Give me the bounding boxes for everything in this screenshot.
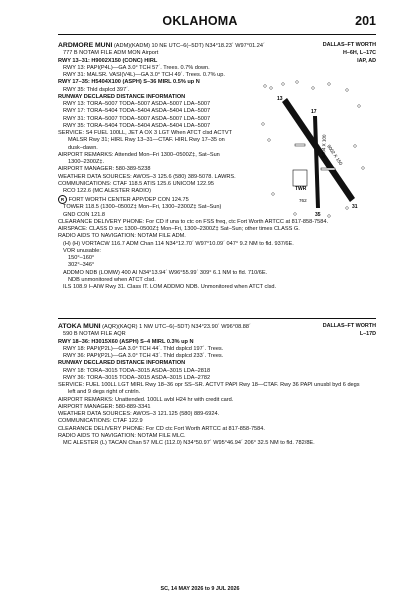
tree-icon xyxy=(346,89,349,92)
ardmore-service-3: dusk–dawn. xyxy=(68,144,98,151)
atoka-service-1: SERVICE: FUEL 100LL LGT MIRL Rwy 18–36 opr SS–SR. ACTVT PAPI Rwy 18—CTAF. Rwy 36 PAPI unusbl byd 6 degs xyxy=(58,382,360,388)
atoka-elev-notam: 590 B NOTAM FILE AQR xyxy=(63,331,126,338)
tree-icon xyxy=(362,167,365,170)
rwy-end-31: 31 xyxy=(352,204,358,210)
state-title: OKLAHOMA xyxy=(162,14,238,28)
ardmore-title-line xyxy=(58,42,376,50)
ardmore-charts-1: H–6H, L–17C xyxy=(343,50,376,57)
tree-icon xyxy=(264,85,267,88)
taxiway xyxy=(321,168,335,170)
page-number: 201 xyxy=(355,14,376,28)
ardmore-remarks-2: 1300–2300Z‡. xyxy=(68,159,105,165)
ardmore-elev-notam: 777 B NOTAM FILE ADM MON Airport xyxy=(63,50,159,57)
rwy-a-dimensions: 9002 X 150 xyxy=(326,143,344,167)
atoka-region: DALLAS–FT WORTH xyxy=(322,323,376,329)
ardmore-weather: WEATHER DATA SOURCES: AWOS–3 125.6 (580) 389-5078. LAWRS. xyxy=(58,173,236,180)
tree-icon xyxy=(282,83,285,86)
ardmore-navaids-header: RADIO AIDS TO NAVIGATION: NOTAM FILE ADM. xyxy=(58,233,186,240)
ardmore-vor-unusable-2: 302°–346° xyxy=(68,262,95,269)
ardmore-ndb: ADDMO NDB (LOMW) 400 AI N34°13.94´ W96°55.99´ 309° 6.1 NM to fld. 710/6E. xyxy=(63,269,268,276)
rwy-end-17: 17 xyxy=(311,109,317,115)
atoka-line2 xyxy=(58,331,376,338)
ardmore-ident-line: (ADM)(KADM) 10 NE UTC–6(–5DT) N34°18.23´ W97°01.24´ xyxy=(113,43,265,49)
ardmore-decl-header: RUNWAY DECLARED DISTANCE INFORMATION xyxy=(58,93,186,100)
tree-icon xyxy=(312,87,315,90)
ardmore-service-2: MALSR Rwy 31; HIRL Rwy 13–31—CTAF. HIRL Rwy 17–35 on xyxy=(68,137,225,144)
ardmore-tower: TOWER 118.5 (1300–0500Z‡ Mon–Fri, 1300–2300Z‡ Sat–Sun) xyxy=(63,204,222,211)
tree-icon xyxy=(328,83,331,86)
atoka-remarks: AIRPORT REMARKS: Unattended. 100LL avbl H24 hr with credit card. xyxy=(58,396,234,403)
tree-icon xyxy=(294,213,297,216)
ardmore-line2 xyxy=(58,50,376,57)
ardmore-clearance: CLEARANCE DELIVERY PHONE: For CD if una to ctc on FSS freq, ctc Fort Worth ARTCC at 817-858-7584. xyxy=(58,218,329,225)
ardmore-manager: AIRPORT MANAGER: 580-389-5238 xyxy=(58,166,151,173)
ardmore-rwy31: RWY 31: MALSR. VASI(V4L)—GA 3.0° TCH 49´. Trees. 0.7% up. xyxy=(63,72,225,78)
ardmore-vor-unusable-1: 150°–160° xyxy=(68,255,95,262)
atoka-decl-header: RUNWAY DECLARED DISTANCE INFORMATION xyxy=(58,360,186,367)
atoka-rwy36: RWY 36: PAPI(P2L)—GA 3.0° TCH 43´. Thld dsplcd 233´. Trees. xyxy=(63,353,224,359)
ardmore-rwy1331-text: RWY 13–31: H9002X150 (CONC) HIRL xyxy=(58,57,158,64)
page-header xyxy=(0,14,400,36)
ardmore-vortac: (H) (H) VORTACW 116.7 ADM Chan 114 N34°12.70´ W97°10.09´ 047° 9.2 NM to fld. 937/6E. xyxy=(63,240,294,247)
atoka-weather: WEATHER DATA SOURCES: AWOS–3 121.125 (580) 889-6924. xyxy=(58,411,220,417)
ardmore-name: ARDMORE MUNI xyxy=(58,42,113,49)
ardmore-rco: RCO 122.6 (MC ALESTER RADIO) xyxy=(63,188,151,194)
ardmore-decl13: RWY 13: TORA–5007 TODA–5007 ASDA–5007 LDA–5007 xyxy=(63,101,211,107)
ardmore-appdep: FORT WORTH CENTER APP/DEP CON 124.75 xyxy=(68,197,189,204)
tree-icon xyxy=(328,215,331,218)
ardmore-ils: ILS 108.9 I–AIW Rwy 31. Class IT. LOM ADDMO NDB. Unmonitored when ATCT clsd. xyxy=(63,284,277,291)
ardmore-remarks: AIRPORT REMARKS: Attended Mon–Fri 1300–0500Z‡, Sat–Sun xyxy=(58,151,220,158)
header-rule xyxy=(58,34,376,35)
atoka-navaids-header: RADIO AIDS TO NAVIGATION: NOTAM FILE MLC. xyxy=(58,432,186,439)
tree-icon xyxy=(354,145,357,148)
radar-r-icon: R xyxy=(58,195,67,204)
atoka-title-line xyxy=(58,323,376,331)
atoka-clearance: CLEARANCE DELIVERY PHONE: For CD ctc Fort Worth ARTCC at 817-858-7584. xyxy=(58,425,265,432)
atoka-tacan: MC ALESTER (L) TACAN Chan 57 MLC (112.0) N34°50.97´ W95°46.94´ 206° 32.5 NM to fld. 782/8E. xyxy=(63,440,315,446)
ardmore-service-1: SERVICE: S4 FUEL 100LL, JET A OX 3 LGT When ATCT clsd ACTVT xyxy=(58,130,232,136)
atoka-service-2: left and 9 degs right of cntrln. xyxy=(68,389,141,396)
rwy-end-13: 13 xyxy=(277,96,283,102)
ardmore-rwy13: RWY 13: PAPI(P4L)—GA 3.0° TCH 57´. Trees. 0.7% down. xyxy=(63,64,210,71)
atoka-name: ATOKA MUNI xyxy=(58,323,101,330)
atoka-entry xyxy=(58,323,376,447)
ardmore-ndb-note: NDB unmonitored when ATCT clsd. xyxy=(68,276,156,283)
ardmore-rwy1735: RWY 17–35: H5404X100 (ASPH) S–36 MIRL 0.5% up N xyxy=(58,79,200,86)
rwy-end-35: 35 xyxy=(315,212,321,218)
entry-separator xyxy=(58,318,376,319)
rwy-b-dimensions: 5404 X 100 xyxy=(321,134,327,159)
ardmore-gnd: GND CON 121.8 xyxy=(63,211,105,218)
ardmore-comm: COMMUNICATIONS: CTAF 118.5 ATIS 125.6 UNICOM 122.95 xyxy=(58,180,214,187)
runway-17-35 xyxy=(313,116,320,208)
field-elevation: 762 xyxy=(299,198,307,203)
tree-icon xyxy=(346,207,349,210)
tree-icon xyxy=(358,105,361,108)
twr-label: TWR xyxy=(295,186,307,192)
tree-icon xyxy=(270,87,273,90)
atoka-comm: COMMUNICATIONS: CTAF 122.9 xyxy=(58,418,143,425)
tree-icon xyxy=(262,123,265,126)
atoka-rwy18: RWY 18: PAPI(P2L)—GA 3.0° TCH 44´. Thld dsplcd 197´. Trees. xyxy=(63,345,224,352)
ardmore-rwy1331 xyxy=(58,58,376,65)
ardmore-rwy35: RWY 35: Thld dsplcd 397´. xyxy=(63,86,130,93)
tree-icon xyxy=(272,193,275,196)
tree-icon xyxy=(296,81,299,84)
ardmore-decl31: RWY 31: TORA–5007 TODA–5007 ASDA–5007 LDA–5007 xyxy=(63,115,211,122)
tree-icon xyxy=(268,139,271,142)
atoka-decl36: RWY 36: TORA–3015 TODA–3015 ASDA–3015 LDA–2782 xyxy=(63,374,211,381)
ardmore-airport-diagram xyxy=(255,76,375,222)
atoka-charts-1: L–17D xyxy=(359,331,376,338)
ardmore-region: DALLAS–FT WORTH xyxy=(322,42,376,48)
ramp-area xyxy=(293,170,307,186)
taxiway xyxy=(295,144,305,146)
atoka-rwy1836: RWY 18–36: H3015X60 (ASPH) S–4 MIRL 0.3% up N xyxy=(58,338,194,345)
atoka-manager: AIRPORT MANAGER: 580-889-3341 xyxy=(58,403,151,410)
page-footer: SC, 14 MAY 2026 to 9 JUL 2026 xyxy=(160,586,240,592)
atoka-ident-line: (AQR)(KAQR) 1 NW UTC–6(–5DT) N34°23.90´ W96°08.88´ xyxy=(102,324,251,330)
ardmore-decl35: RWY 35: TORA–5404 TODA–5404 ASDA–5404 LDA–5007 xyxy=(63,122,211,129)
ardmore-airspace: AIRSPACE: CLASS D svc 1300–0500Z‡ Mon–Fri, 1300–2300Z‡ Sat–Sun; other times CLASS G. xyxy=(58,226,300,233)
ardmore-decl17: RWY 17: TORA–5404 TODA–5404 ASDA–5404 LDA–5007 xyxy=(63,108,211,115)
ardmore-vor-unusable: VOR unusable: xyxy=(63,247,101,254)
ardmore-charts-2: IAP, AD xyxy=(357,57,376,64)
atoka-decl18: RWY 18: TORA–3015 TODA–3015 ASDA–3015 LDA–2818 xyxy=(63,367,211,374)
